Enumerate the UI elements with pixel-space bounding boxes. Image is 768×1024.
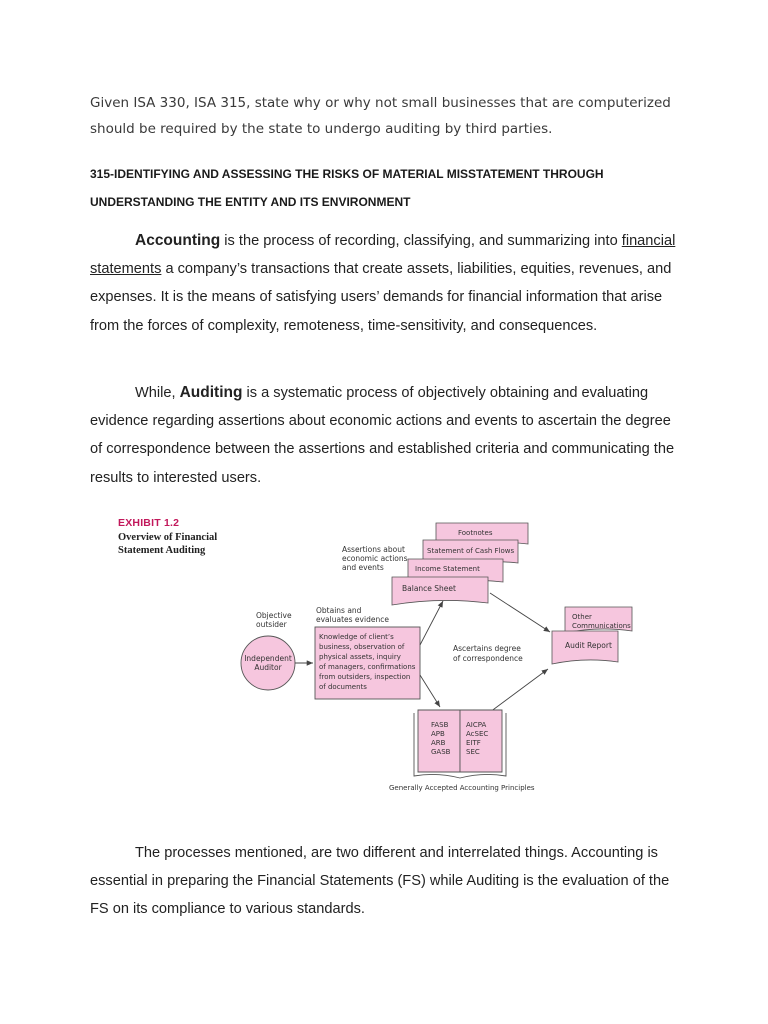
book-text: FASB — [431, 721, 449, 729]
paragraph-text: is a systematic process of objectively obtaining and evaluating evidence regarding assertions about economic actions and events to ascertain the degree of correspondence between the assertions and established criteria and communicating the results to interested users. — [90, 385, 675, 486]
document-label: Footnotes — [458, 529, 493, 537]
book-text: APB — [431, 730, 445, 738]
assertions-label: Assertions about — [342, 545, 405, 554]
question-text: Given ISA 330, ISA 315, state why or why not small businesses that are computerized should be required by the state to undergo auditing by third parties. — [90, 95, 671, 137]
assertions-label: economic actions — [342, 554, 408, 563]
document-other-communications — [565, 607, 632, 633]
evidence-text: of managers, confirmations — [319, 663, 416, 671]
exhibit-title: EXHIBIT 1.2 — [118, 517, 180, 529]
assertions-label: and events — [342, 563, 384, 572]
document-audit-report — [552, 631, 618, 664]
exhibit-subtitle-line: Overview of Financial — [118, 532, 218, 543]
term-accounting: Accounting — [135, 232, 221, 249]
financial-statements-link[interactable]: financial statements — [90, 233, 676, 278]
gaap-book — [414, 710, 506, 778]
book-text: EITF — [466, 739, 481, 747]
exhibit-subtitle — [118, 532, 217, 557]
paragraph-text: a company’s transactions that create assets, liabilities, equities, revenues, and expenses. It is the means of satisfying users’ demands for financial information that arise from the forces of complexity, remoteness, time-sensitivity, and consequences. — [90, 261, 672, 334]
book-text: ARB — [431, 739, 446, 747]
document-label: Statement of Cash Flows — [427, 547, 515, 555]
exhibit-figure — [118, 515, 648, 800]
book-text: AcSEC — [466, 730, 489, 738]
exhibit-subtitle-line: Statement Auditing — [118, 544, 206, 556]
section-heading: 315-IDENTIFYING AND ASSESSING THE RISKS OF MATERIAL MISSTATEMENT THROUGH UNDERSTANDING THE ENTITY AND ITS ENVIRONMENT — [90, 167, 604, 209]
paragraph-text: The processes mentioned, are two different and interrelated things. Accounting is essential in preparing the Financial Statements (FS) while Auditing is the evaluation of the FS on its compliance to various standards. — [90, 845, 670, 918]
paragraph-accounting — [90, 227, 680, 340]
book-text: GASB — [431, 748, 451, 756]
book-text: AICPA — [466, 721, 487, 729]
objective-label: Objective — [256, 611, 292, 620]
gaap-label: Generally Accepted Accounting Principles — [389, 784, 535, 792]
evidence-text: physical assets, inquiry — [319, 653, 401, 661]
term-auditing: Auditing — [179, 384, 243, 401]
paragraph-lead: While, — [135, 385, 180, 401]
book-text: SEC — [466, 748, 480, 756]
audit-flow-diagram — [118, 515, 648, 800]
evidence-text: business, observation of — [319, 643, 405, 651]
evidence-text: Knowledge of client’s — [319, 633, 394, 641]
document-label: Communications — [572, 622, 631, 630]
paragraph-text: is the process of recording, classifying, and summarizing into — [220, 233, 622, 249]
paragraph-conclusion — [90, 839, 680, 924]
arrow — [490, 593, 550, 632]
paragraph-auditing — [90, 379, 680, 492]
objective-label: outsider — [256, 620, 287, 629]
auditor-label: Independent — [244, 654, 292, 663]
document-label: Other — [572, 613, 592, 621]
document-balance-sheet — [392, 577, 488, 605]
document-label: Audit Report — [565, 641, 612, 650]
document-label: Balance Sheet — [402, 584, 456, 593]
arrow — [420, 675, 440, 707]
auditor-label: Auditor — [254, 663, 282, 672]
obtains-label: evaluates evidence — [316, 615, 389, 624]
obtains-label: Obtains and — [316, 606, 362, 615]
ascertains-label: of correspondence — [453, 654, 523, 663]
document-label: Income Statement — [415, 565, 480, 573]
evidence-text: of documents — [319, 683, 367, 691]
arrow — [486, 669, 548, 715]
evidence-text: from outsiders, inspection — [319, 673, 411, 681]
arrow — [420, 601, 443, 645]
ascertains-label: Ascertains degree — [453, 644, 521, 653]
